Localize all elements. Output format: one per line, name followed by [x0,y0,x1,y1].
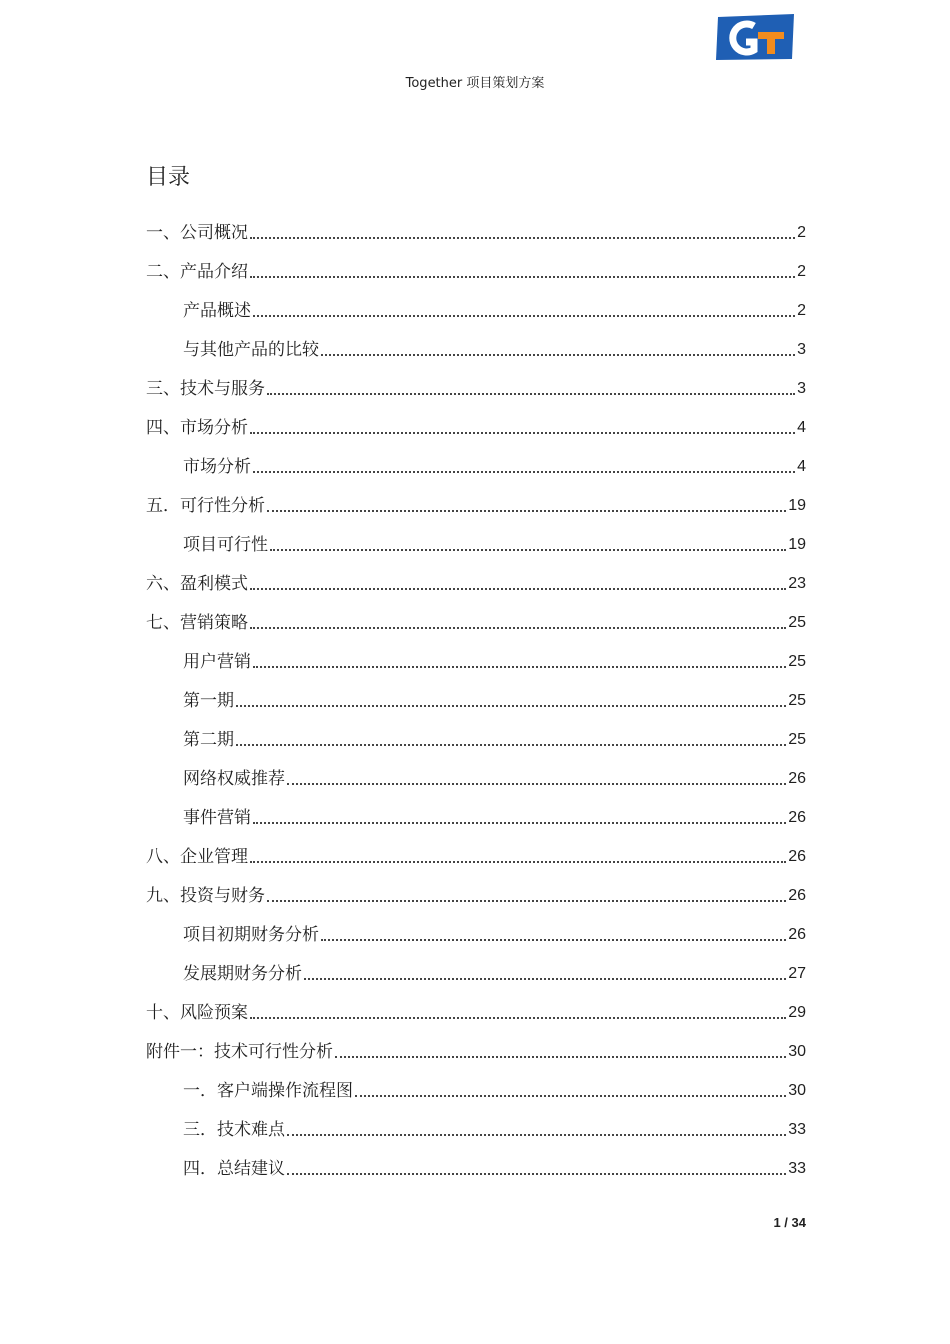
toc-dot-leader [267,509,786,512]
toc-entry[interactable] [146,1141,806,1180]
toc-entry[interactable] [146,283,806,322]
toc-dot-leader [253,821,786,824]
toc-entry[interactable] [146,478,806,517]
toc-entry-label: 产品概述 [183,301,251,321]
toc-entry-page: 3 [797,380,806,397]
toc-entry-page: 26 [788,809,806,826]
toc-entry[interactable] [146,1024,806,1063]
toc-entry[interactable] [146,946,806,985]
toc-entry-page: 2 [797,263,806,280]
toc-dot-leader [250,431,795,434]
toc-entry-page: 27 [788,965,806,982]
toc-entry-page: 26 [788,770,806,787]
toc-entry[interactable] [146,322,806,361]
toc-dot-leader [253,470,795,473]
toc-entry-label: 六、盈利模式 [146,574,248,594]
toc-entry[interactable] [146,907,806,946]
toc-entry[interactable] [146,595,806,634]
toc-entry-label: 用户营销 [183,652,251,672]
toc-entry-page: 2 [797,302,806,319]
toc-entry-label: 第一期 [183,691,234,711]
table-of-contents [146,205,806,1180]
toc-entry-page: 2 [797,224,806,241]
toc-entry-label: 一、公司概况 [146,223,248,243]
page-number: 1 / 34 [773,1215,806,1230]
toc-entry[interactable] [146,244,806,283]
toc-entry-label: 七、营销策略 [146,613,248,633]
toc-dot-leader [304,977,786,980]
toc-entry[interactable] [146,868,806,907]
toc-entry-label: 与其他产品的比较 [183,340,319,360]
toc-entry-page: 3 [797,341,806,358]
toc-entry-page: 25 [788,692,806,709]
toc-dot-leader [250,1016,786,1019]
toc-entry[interactable] [146,400,806,439]
toc-entry-label: 五．可行性分析 [146,496,265,516]
toc-entry-page: 26 [788,848,806,865]
toc-entry-label: 市场分析 [183,457,251,477]
toc-entry-page: 19 [788,497,806,514]
toc-entry-page: 30 [788,1043,806,1060]
toc-entry-page: 23 [788,575,806,592]
toc-dot-leader [287,1133,786,1136]
toc-dot-leader [250,275,795,278]
toc-entry-page: 25 [788,653,806,670]
toc-dot-leader [335,1055,786,1058]
toc-dot-leader [253,665,786,668]
toc-entry-page: 33 [788,1121,806,1138]
toc-dot-leader [236,704,786,707]
toc-entry-label: 三．技术难点 [183,1120,285,1140]
toc-entry-label: 二、产品介绍 [146,262,248,282]
company-logo [714,14,796,62]
toc-entry-page: 19 [788,536,806,553]
toc-dot-leader [250,860,786,863]
toc-entry-label: 网络权威推荐 [183,769,285,789]
toc-entry-page: 33 [788,1160,806,1177]
toc-entry-label: 三、技术与服务 [146,379,265,399]
toc-dot-leader [270,548,786,551]
document-header-title: Together 项目策划方案 [405,76,545,91]
toc-dot-leader [250,587,786,590]
toc-entry[interactable] [146,985,806,1024]
toc-entry-label: 九、投资与财务 [146,886,265,906]
toc-entry-page: 26 [788,926,806,943]
toc-dot-leader [250,626,786,629]
toc-dot-leader [236,743,786,746]
toc-entry[interactable] [146,1102,806,1141]
toc-entry-label: 四．总结建议 [183,1159,285,1179]
toc-entry-label: 项目可行性 [183,535,268,555]
toc-entry-label: 一．客户端操作流程图 [183,1081,353,1101]
toc-entry-label: 八、企业管理 [146,847,248,867]
toc-entry[interactable] [146,205,806,244]
toc-entry-page: 4 [797,458,806,475]
toc-dot-leader [287,1172,786,1175]
toc-entry-page: 25 [788,731,806,748]
toc-entry[interactable] [146,556,806,595]
toc-dot-leader [250,236,795,239]
toc-entry[interactable] [146,517,806,556]
toc-entry-label: 十、风险预案 [146,1003,248,1023]
toc-entry-page: 25 [788,614,806,631]
toc-entry-label: 四、市场分析 [146,418,248,438]
toc-entry-label: 发展期财务分析 [183,964,302,984]
toc-entry-label: 第二期 [183,730,234,750]
toc-dot-leader [287,782,786,785]
toc-entry-page: 29 [788,1004,806,1021]
toc-entry-label: 附件一：技术可行性分析 [146,1042,333,1062]
toc-dot-leader [321,938,786,941]
toc-entry-label: 项目初期财务分析 [183,925,319,945]
toc-entry[interactable] [146,829,806,868]
toc-entry[interactable] [146,751,806,790]
toc-entry[interactable] [146,1063,806,1102]
toc-entry-page: 26 [788,887,806,904]
toc-entry[interactable] [146,439,806,478]
toc-dot-leader [267,392,795,395]
toc-title: 目录 [146,165,191,190]
toc-dot-leader [355,1094,786,1097]
toc-entry[interactable] [146,634,806,673]
toc-entry[interactable] [146,673,806,712]
toc-entry[interactable] [146,712,806,751]
toc-entry[interactable] [146,361,806,400]
toc-entry-page: 4 [797,419,806,436]
toc-entry[interactable] [146,790,806,829]
toc-dot-leader [321,353,795,356]
toc-dot-leader [253,314,795,317]
toc-entry-label: 事件营销 [183,808,251,828]
toc-dot-leader [267,899,786,902]
toc-entry-page: 30 [788,1082,806,1099]
